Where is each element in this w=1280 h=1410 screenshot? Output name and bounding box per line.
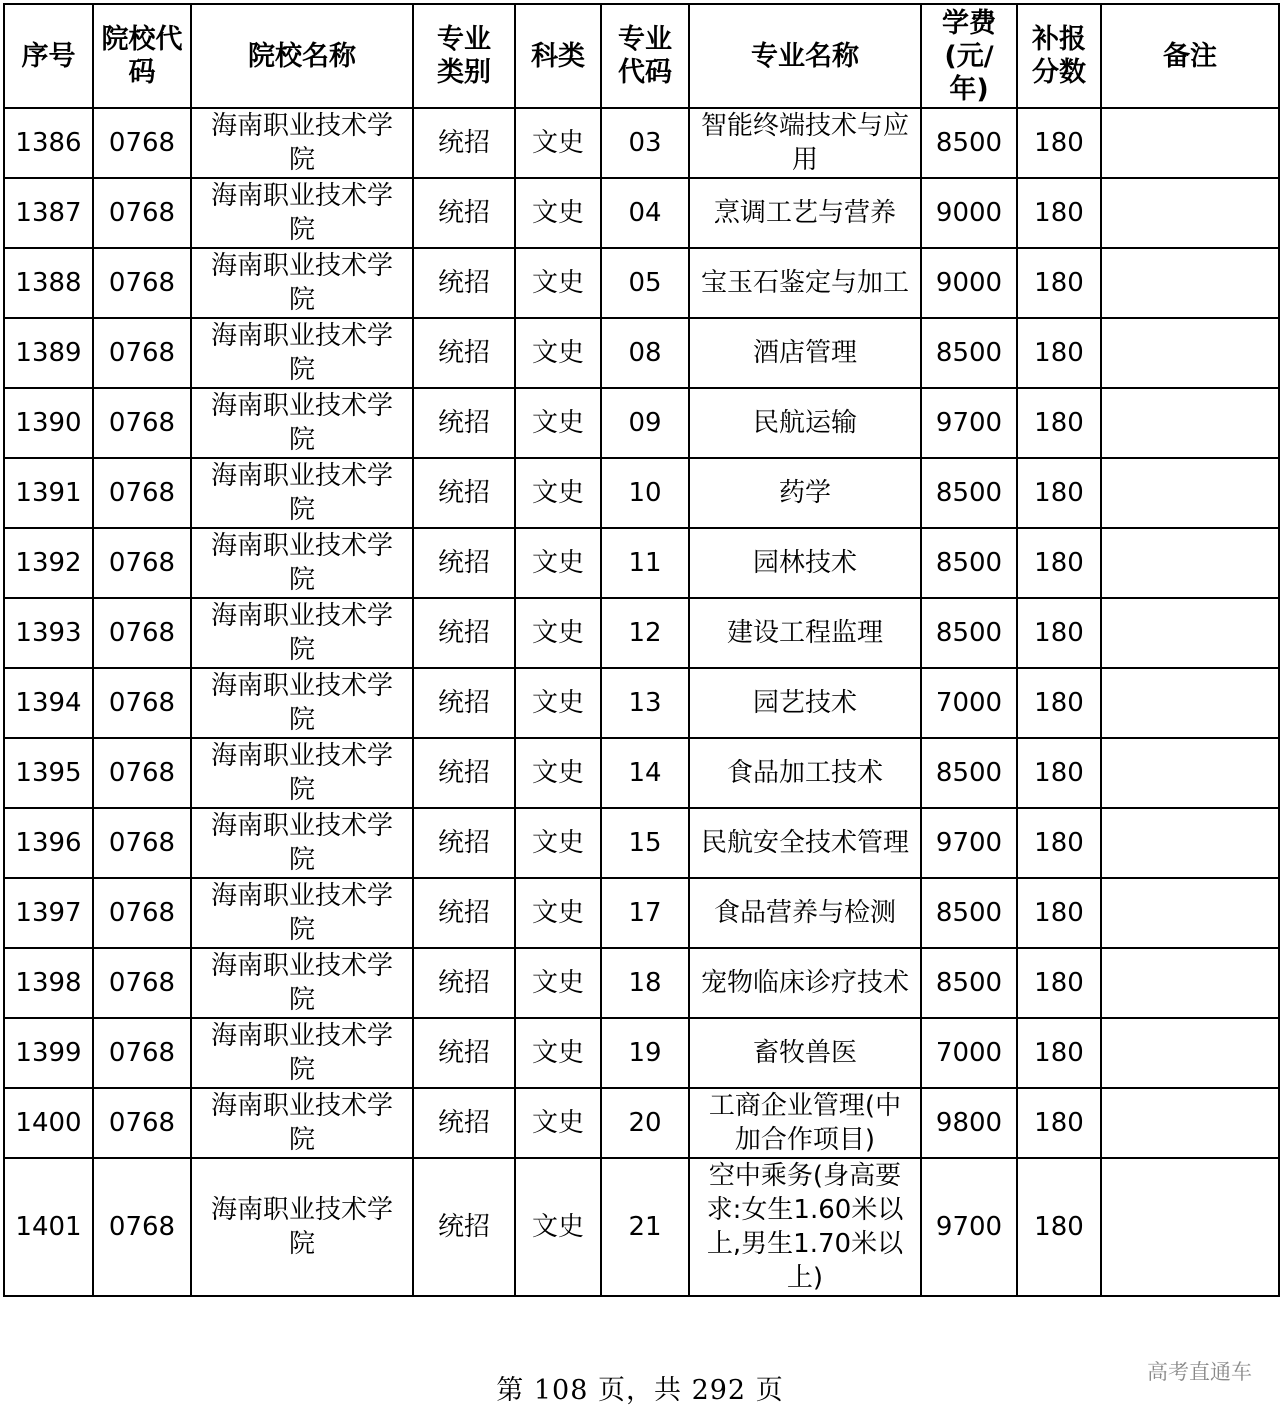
subject-category-cell: 文史 <box>515 598 601 668</box>
major-name-cell: 建设工程监理 <box>689 598 921 668</box>
score-cell: 180 <box>1017 878 1101 948</box>
school-name-cell: 海南职业技术学院 <box>191 318 413 388</box>
note-cell <box>1101 108 1279 178</box>
major-code-cell: 05 <box>601 248 689 318</box>
major-type-cell: 统招 <box>413 598 515 668</box>
tuition-cell: 7000 <box>921 1018 1017 1088</box>
subject-category-cell: 文史 <box>515 108 601 178</box>
row-number-cell: 1391 <box>4 458 93 528</box>
school-code-cell: 0768 <box>93 1088 191 1158</box>
header-cell: 科类 <box>515 4 601 108</box>
row-number-cell: 1389 <box>4 318 93 388</box>
header-cell: 专业名称 <box>689 4 921 108</box>
note-cell <box>1101 528 1279 598</box>
header-cell: 院校名称 <box>191 4 413 108</box>
row-number-cell: 1397 <box>4 878 93 948</box>
major-type-cell: 统招 <box>413 108 515 178</box>
school-name-cell: 海南职业技术学院 <box>191 598 413 668</box>
note-cell <box>1101 1088 1279 1158</box>
major-name-cell: 园艺技术 <box>689 668 921 738</box>
row-number-cell: 1395 <box>4 738 93 808</box>
score-cell: 180 <box>1017 108 1101 178</box>
table-row <box>4 1018 1279 1088</box>
row-number-cell: 1400 <box>4 1088 93 1158</box>
note-cell <box>1101 1018 1279 1088</box>
school-code-cell: 0768 <box>93 1158 191 1296</box>
school-code-cell: 0768 <box>93 878 191 948</box>
major-name-cell: 民航运输 <box>689 388 921 458</box>
note-cell <box>1101 808 1279 878</box>
header-cell: 学费(元/年) <box>921 4 1017 108</box>
major-type-cell: 统招 <box>413 1018 515 1088</box>
note-cell <box>1101 738 1279 808</box>
major-code-cell: 14 <box>601 738 689 808</box>
page-footer: 第 108 页，共 292 页 <box>496 1375 784 1406</box>
school-name-cell: 海南职业技术学院 <box>191 878 413 948</box>
school-code-cell: 0768 <box>93 388 191 458</box>
score-cell: 180 <box>1017 1018 1101 1088</box>
school-name-cell: 海南职业技术学院 <box>191 1018 413 1088</box>
tuition-cell: 8500 <box>921 108 1017 178</box>
row-number-cell: 1396 <box>4 808 93 878</box>
tuition-cell: 8500 <box>921 318 1017 388</box>
school-name-cell: 海南职业技术学院 <box>191 1158 413 1296</box>
table-body <box>4 108 1279 1296</box>
major-code-cell: 18 <box>601 948 689 1018</box>
score-cell: 180 <box>1017 948 1101 1018</box>
school-code-cell: 0768 <box>93 178 191 248</box>
watermark: 高考直通车 <box>1147 1360 1252 1384</box>
tuition-cell: 9800 <box>921 1088 1017 1158</box>
score-cell: 180 <box>1017 318 1101 388</box>
school-name-cell: 海南职业技术学院 <box>191 948 413 1018</box>
score-cell: 180 <box>1017 808 1101 878</box>
table-row <box>4 248 1279 318</box>
tuition-cell: 8500 <box>921 948 1017 1018</box>
major-code-cell: 10 <box>601 458 689 528</box>
school-name-cell: 海南职业技术学院 <box>191 458 413 528</box>
major-type-cell: 统招 <box>413 1088 515 1158</box>
major-name-cell: 园林技术 <box>689 528 921 598</box>
table-row <box>4 1088 1279 1158</box>
subject-category-cell: 文史 <box>515 318 601 388</box>
school-name-cell: 海南职业技术学院 <box>191 388 413 458</box>
major-type-cell: 统招 <box>413 528 515 598</box>
row-number-cell: 1401 <box>4 1158 93 1296</box>
row-number-cell: 1399 <box>4 1018 93 1088</box>
score-cell: 180 <box>1017 248 1101 318</box>
note-cell <box>1101 598 1279 668</box>
tuition-cell: 9000 <box>921 248 1017 318</box>
header-row <box>4 4 1279 108</box>
major-code-cell: 19 <box>601 1018 689 1088</box>
score-cell: 180 <box>1017 1088 1101 1158</box>
major-code-cell: 21 <box>601 1158 689 1296</box>
school-name-cell: 海南职业技术学院 <box>191 248 413 318</box>
table-row <box>4 668 1279 738</box>
major-code-cell: 17 <box>601 878 689 948</box>
major-type-cell: 统招 <box>413 808 515 878</box>
subject-category-cell: 文史 <box>515 948 601 1018</box>
subject-category-cell: 文史 <box>515 528 601 598</box>
table-row <box>4 1158 1279 1296</box>
tuition-cell: 8500 <box>921 738 1017 808</box>
major-name-cell: 工商企业管理(中加合作项目) <box>689 1088 921 1158</box>
header-cell: 专业类别 <box>413 4 515 108</box>
major-code-cell: 03 <box>601 108 689 178</box>
note-cell <box>1101 1158 1279 1296</box>
major-name-cell: 空中乘务(身高要求:女生1.60米以上,男生1.70米以上) <box>689 1158 921 1296</box>
tuition-cell: 9700 <box>921 388 1017 458</box>
subject-category-cell: 文史 <box>515 738 601 808</box>
school-code-cell: 0768 <box>93 318 191 388</box>
major-type-cell: 统招 <box>413 178 515 248</box>
major-name-cell: 药学 <box>689 458 921 528</box>
school-name-cell: 海南职业技术学院 <box>191 108 413 178</box>
major-type-cell: 统招 <box>413 948 515 1018</box>
major-type-cell: 统招 <box>413 878 515 948</box>
header-cell: 专业代码 <box>601 4 689 108</box>
subject-category-cell: 文史 <box>515 1088 601 1158</box>
tuition-cell: 9000 <box>921 178 1017 248</box>
major-type-cell: 统招 <box>413 458 515 528</box>
tuition-cell: 7000 <box>921 668 1017 738</box>
subject-category-cell: 文史 <box>515 388 601 458</box>
major-name-cell: 宠物临床诊疗技术 <box>689 948 921 1018</box>
tuition-cell: 9700 <box>921 808 1017 878</box>
table-row <box>4 878 1279 948</box>
table-row <box>4 108 1279 178</box>
major-type-cell: 统招 <box>413 738 515 808</box>
row-number-cell: 1386 <box>4 108 93 178</box>
row-number-cell: 1387 <box>4 178 93 248</box>
major-code-cell: 09 <box>601 388 689 458</box>
score-cell: 180 <box>1017 1158 1101 1296</box>
major-code-cell: 08 <box>601 318 689 388</box>
note-cell <box>1101 248 1279 318</box>
subject-category-cell: 文史 <box>515 878 601 948</box>
subject-category-cell: 文史 <box>515 1018 601 1088</box>
school-name-cell: 海南职业技术学院 <box>191 668 413 738</box>
subject-category-cell: 文史 <box>515 1158 601 1296</box>
tuition-cell: 9700 <box>921 1158 1017 1296</box>
school-code-cell: 0768 <box>93 1018 191 1088</box>
note-cell <box>1101 318 1279 388</box>
note-cell <box>1101 948 1279 1018</box>
school-code-cell: 0768 <box>93 738 191 808</box>
school-code-cell: 0768 <box>93 248 191 318</box>
score-cell: 180 <box>1017 458 1101 528</box>
school-name-cell: 海南职业技术学院 <box>191 738 413 808</box>
table-row <box>4 948 1279 1018</box>
major-type-cell: 统招 <box>413 1158 515 1296</box>
admission-table <box>3 3 1280 1297</box>
major-code-cell: 20 <box>601 1088 689 1158</box>
school-name-cell: 海南职业技术学院 <box>191 808 413 878</box>
major-type-cell: 统招 <box>413 248 515 318</box>
subject-category-cell: 文史 <box>515 178 601 248</box>
score-cell: 180 <box>1017 528 1101 598</box>
major-name-cell: 宝玉石鉴定与加工 <box>689 248 921 318</box>
score-cell: 180 <box>1017 388 1101 458</box>
row-number-cell: 1388 <box>4 248 93 318</box>
table-row <box>4 808 1279 878</box>
score-cell: 180 <box>1017 178 1101 248</box>
major-code-cell: 11 <box>601 528 689 598</box>
subject-category-cell: 文史 <box>515 808 601 878</box>
major-name-cell: 烹调工艺与营养 <box>689 178 921 248</box>
score-cell: 180 <box>1017 598 1101 668</box>
major-name-cell: 食品营养与检测 <box>689 878 921 948</box>
header-cell: 院校代码 <box>93 4 191 108</box>
header-cell: 备注 <box>1101 4 1279 108</box>
tuition-cell: 8500 <box>921 458 1017 528</box>
major-code-cell: 12 <box>601 598 689 668</box>
score-cell: 180 <box>1017 738 1101 808</box>
row-number-cell: 1398 <box>4 948 93 1018</box>
school-code-cell: 0768 <box>93 668 191 738</box>
note-cell <box>1101 388 1279 458</box>
major-name-cell: 智能终端技术与应用 <box>689 108 921 178</box>
major-type-cell: 统招 <box>413 388 515 458</box>
school-code-cell: 0768 <box>93 948 191 1018</box>
subject-category-cell: 文史 <box>515 668 601 738</box>
major-type-cell: 统招 <box>413 668 515 738</box>
table-row <box>4 178 1279 248</box>
school-code-cell: 0768 <box>93 598 191 668</box>
major-name-cell: 畜牧兽医 <box>689 1018 921 1088</box>
major-code-cell: 15 <box>601 808 689 878</box>
school-code-cell: 0768 <box>93 528 191 598</box>
table-row <box>4 738 1279 808</box>
table-row <box>4 598 1279 668</box>
major-name-cell: 酒店管理 <box>689 318 921 388</box>
school-code-cell: 0768 <box>93 458 191 528</box>
major-code-cell: 13 <box>601 668 689 738</box>
row-number-cell: 1392 <box>4 528 93 598</box>
table-row <box>4 388 1279 458</box>
header-cell: 序号 <box>4 4 93 108</box>
tuition-cell: 8500 <box>921 528 1017 598</box>
tuition-cell: 8500 <box>921 878 1017 948</box>
table-row <box>4 458 1279 528</box>
school-code-cell: 0768 <box>93 108 191 178</box>
tuition-cell: 8500 <box>921 598 1017 668</box>
note-cell <box>1101 178 1279 248</box>
school-name-cell: 海南职业技术学院 <box>191 1088 413 1158</box>
note-cell <box>1101 668 1279 738</box>
subject-category-cell: 文史 <box>515 458 601 528</box>
row-number-cell: 1393 <box>4 598 93 668</box>
school-name-cell: 海南职业技术学院 <box>191 528 413 598</box>
subject-category-cell: 文史 <box>515 248 601 318</box>
major-name-cell: 食品加工技术 <box>689 738 921 808</box>
major-type-cell: 统招 <box>413 318 515 388</box>
major-name-cell: 民航安全技术管理 <box>689 808 921 878</box>
table-row <box>4 318 1279 388</box>
note-cell <box>1101 878 1279 948</box>
row-number-cell: 1390 <box>4 388 93 458</box>
row-number-cell: 1394 <box>4 668 93 738</box>
score-cell: 180 <box>1017 668 1101 738</box>
table-row <box>4 528 1279 598</box>
header-cell: 补报分数 <box>1017 4 1101 108</box>
major-code-cell: 04 <box>601 178 689 248</box>
school-name-cell: 海南职业技术学院 <box>191 178 413 248</box>
school-code-cell: 0768 <box>93 808 191 878</box>
note-cell <box>1101 458 1279 528</box>
